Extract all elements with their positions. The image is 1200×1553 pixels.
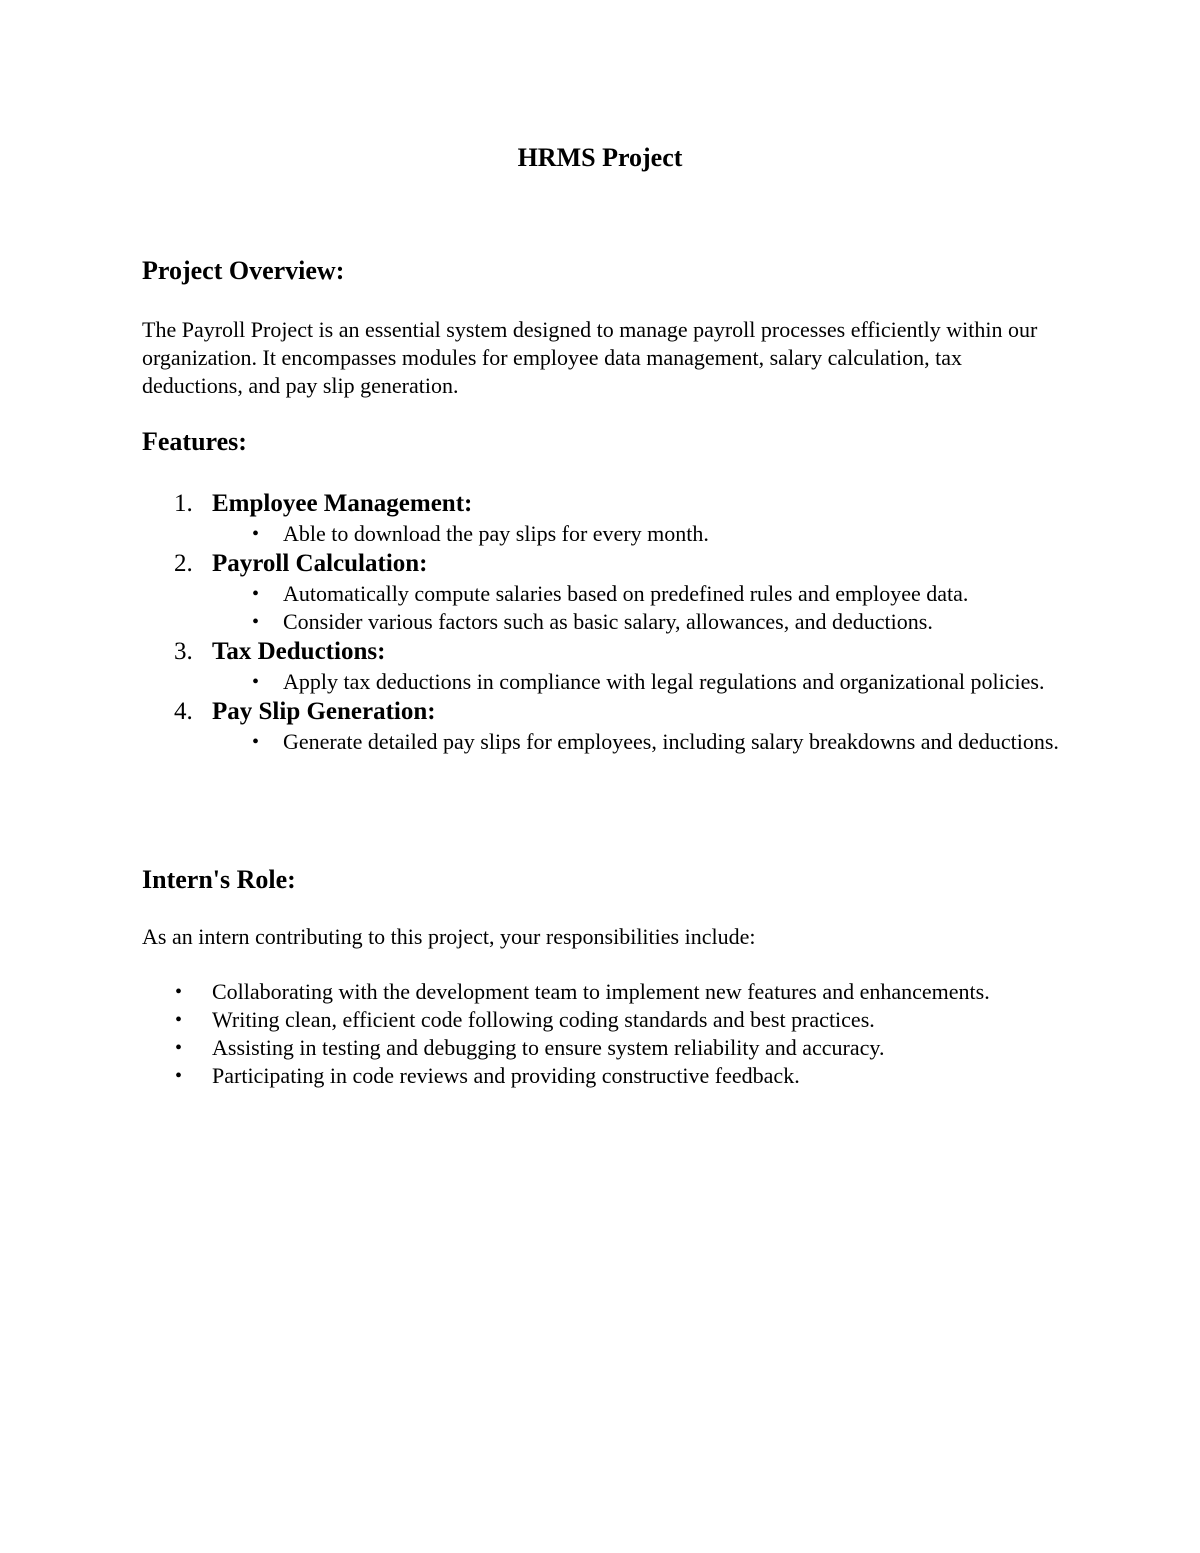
feature-title: Pay Slip Generation: [212, 698, 436, 725]
responsibility-item: • Writing clean, efficient code following coding standards and best practices. [175, 1007, 875, 1032]
role-intro-paragraph: As an intern contributing to this project, your responsibilities include: [142, 924, 756, 949]
feature-item [142, 488, 1060, 548]
feature-title: Employee Management: [212, 490, 473, 517]
feature-number: 2. [174, 550, 193, 577]
feature-points [142, 580, 1060, 636]
bullet-icon: • [175, 981, 183, 1003]
feature-point: • Able to download the pay slips for every month. [252, 521, 709, 546]
feature-point: • Consider various factors such as basic salary, allowances, and deductions. [252, 609, 933, 634]
feature-title: Tax Deductions: [212, 638, 386, 665]
feature-title: Payroll Calculation: [212, 550, 428, 577]
feature-points [142, 520, 1060, 548]
feature-number: 1. [174, 490, 193, 517]
features-heading: Features: [142, 427, 247, 456]
overview-heading: Project Overview: [142, 256, 345, 285]
overview-paragraph: The Payroll Project is an essential system designed to manage payroll processes efficiently within our organization. It encompasses modules for employee data management, salary calculation, tax deductions, and pay slip generation. [142, 317, 1038, 398]
feature-item [142, 548, 1060, 636]
document-title: HRMS Project [517, 143, 683, 172]
feature-number: 3. [174, 638, 193, 665]
feature-points [142, 668, 1060, 696]
role-heading: Intern's Role: [142, 865, 296, 894]
responsibility-item: • Participating in code reviews and providing constructive feedback. [175, 1063, 800, 1088]
responsibility-item: • Collaborating with the development team to implement new features and enhancements. [175, 979, 990, 1004]
feature-number: 4. [174, 698, 193, 725]
bullet-icon: • [252, 731, 260, 753]
bullet-icon: • [252, 671, 260, 693]
feature-item [142, 636, 1060, 696]
bullet-icon: • [252, 583, 260, 605]
bullet-icon: • [252, 611, 260, 633]
bullet-icon: • [175, 1065, 183, 1087]
responsibility-item: • Assisting in testing and debugging to ensure system reliability and accuracy. [175, 1035, 885, 1060]
feature-points [142, 728, 1060, 756]
bullet-icon: • [252, 523, 260, 545]
responsibilities-list [142, 978, 1060, 1090]
feature-point: • Apply tax deductions in compliance with legal regulations and organizational policies. [252, 669, 1045, 694]
feature-point: • Generate detailed pay slips for employees, including salary breakdowns and deductions. [252, 729, 1059, 754]
feature-item [142, 696, 1060, 756]
features-list [142, 488, 1060, 756]
bullet-icon: • [175, 1009, 183, 1031]
bullet-icon: • [175, 1037, 183, 1059]
feature-point: • Automatically compute salaries based on predefined rules and employee data. [252, 581, 969, 606]
